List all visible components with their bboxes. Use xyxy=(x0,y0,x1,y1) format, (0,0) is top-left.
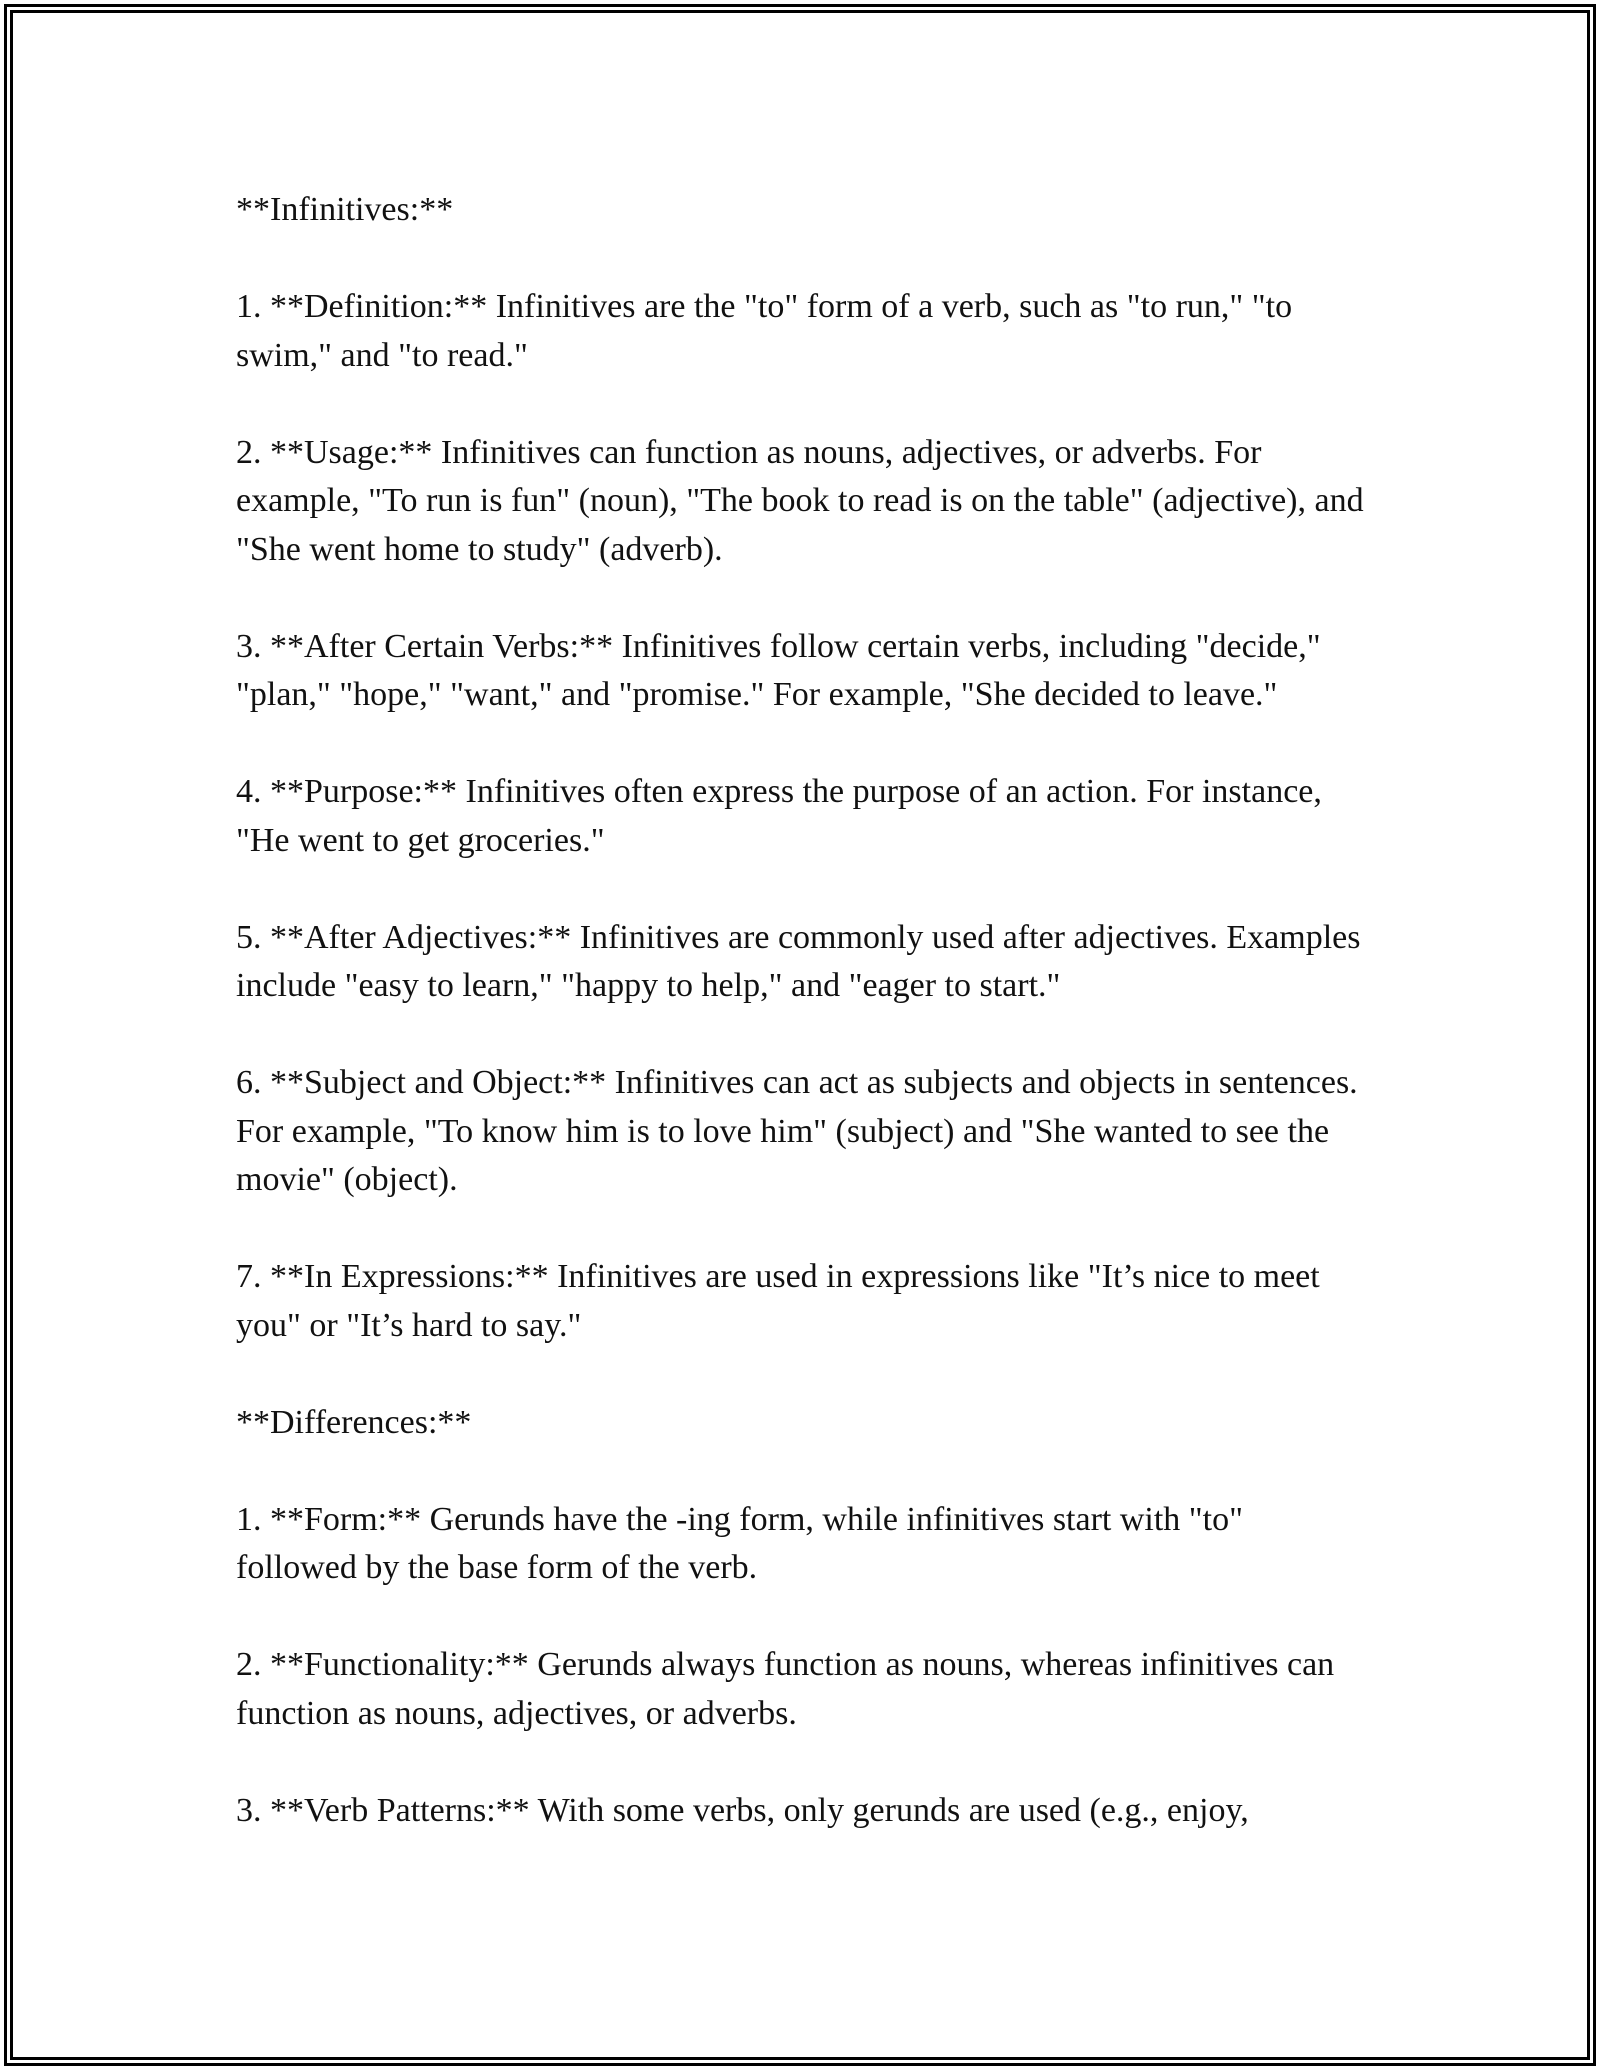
document-body xyxy=(236,186,1366,1884)
section-heading-infinitives: **Infinitives:** xyxy=(236,191,454,228)
paragraph-form: 1. **Form:** Gerunds have the -ing form, while infinitives start with "to" followed by the base form of the verb. xyxy=(236,1500,1244,1586)
paragraph-in-expressions: 7. **In Expressions:** Infinitives are used in expressions like "It’s nice to meet you" or "It’s hard to say." xyxy=(236,1258,1320,1344)
section-heading-differences: **Differences:** xyxy=(236,1403,472,1441)
paragraph-after-certain-verbs: 3. **After Certain Verbs:** Infinitives follow certain verbs, including "decide," "plan," "hope," "want," and "promise." For example, "She decided to leave." xyxy=(236,627,1321,713)
paragraph-after-adjectives: 5. **After Adjectives:** Infinitives are commonly used after adjectives. Examples include "easy to learn," "happy to help," and "eager to start." xyxy=(236,918,1361,1004)
paragraph-verb-patterns: 3. **Verb Patterns:** With some verbs, only gerunds are used (e.g., enjoy, xyxy=(236,1791,1249,1829)
paragraph-definition: 1. **Definition:** Infinitives are the "to" form of a verb, such as "to run," "to swim," and "to read." xyxy=(236,288,1293,374)
paragraph-subject-and-object: 6. **Subject and Object:** Infinitives can act as subjects and objects in sentences. For example, "To know him is to love him" (subject) and "She wanted to see the movie" (object). xyxy=(236,1064,1358,1198)
paragraph-usage: 2. **Usage:** Infinitives can function as nouns, adjectives, or adverbs. For example, "To run is fun" (noun), "The book to read is on the table" (adjective), and "She went home to study" (adverb). xyxy=(236,433,1364,568)
paragraph-purpose: 4. **Purpose:** Infinitives often express the purpose of an action. For instance, "He went to get groceries." xyxy=(236,773,1322,859)
paragraph-functionality: 2. **Functionality:** Gerunds always function as nouns, whereas infinitives can function as nouns, adjectives, or adverbs. xyxy=(236,1646,1335,1732)
